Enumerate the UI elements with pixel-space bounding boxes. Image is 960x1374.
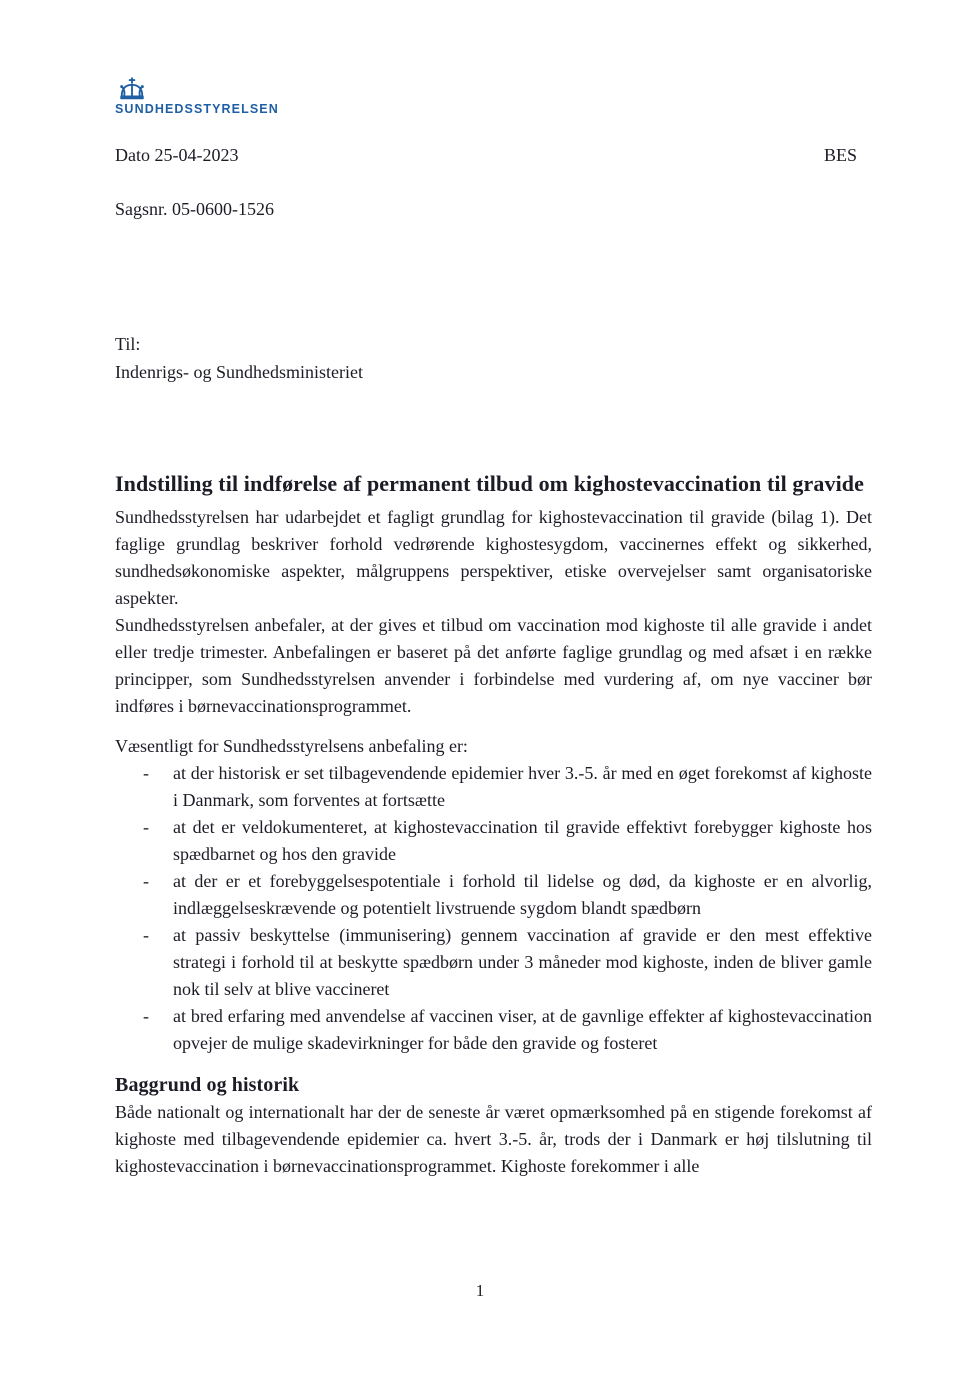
sundhedsstyrelsen-logo: [115, 76, 872, 117]
paragraph-2: Sundhedsstyrelsen anbefaler, at der gives et tilbud om vaccination mod kighoste til alle gravide i andet eller tredje trimester. Anbefalingen er baseret på det anførte faglige grundlag og med afsæt i en række principper, som Sundhedsstyrelsen anvender i forbindelse med vurdering af, om nye vacciner bør indføres i børnevaccinationsprogrammet.: [115, 615, 872, 716]
recommendation-list: [115, 760, 872, 1057]
list-item: - at der er et forebyggelsespotentiale i forhold til lidelse og død, da kighoste er en alvorlig, indlæggelseskrævende og potentielt livstruende sygdom blandt spædbørn: [115, 868, 872, 922]
logo-wordmark: SUNDHEDSSTYRELSEN: [115, 102, 279, 116]
author-initials: BES: [823, 145, 857, 165]
list-item: - at passiv beskyttelse (immunisering) gennem vaccination af gravide er den mest effektive strategi i forhold til at beskytte spædbørn under 3 måneder mod kighoste, inden de bliver gamle nok til selv at blive vaccineret: [115, 922, 872, 1003]
recipient-label: Til:: [115, 334, 141, 354]
paragraph-3: Både nationalt og internationalt har der de seneste år været opmærksomhed på en stigende forekomst af kighoste med tilbagevendende epidemier ca. hvert 3.-5. år, trods der i Danmark er høj tilslutning til kighostevaccination i børnevaccinationsprogrammet. Kighoste forekommer i alle: [115, 1102, 872, 1176]
recipient-name: Indenrigs- og Sundhedsministeriet: [115, 362, 363, 382]
list-item: - at det er veldokumenteret, at kighostevaccination til gravide effektivt forebygger kighoste hos spædbarnet og hos den gravide: [115, 814, 872, 868]
meta-row: [115, 144, 872, 166]
document-date: Dato 25-04-2023: [115, 145, 239, 165]
case-number: Sagsnr. 05-0600-1526: [115, 199, 274, 219]
crown-icon: [117, 76, 147, 101]
paragraph-1: Sundhedsstyrelsen har udarbejdet et fagligt grundlag for kighostevaccination til gravide (bilag 1). Det faglige grundlag beskriver forhold vedrørende kighostesygdom, vaccinernes effekt og sikkerhed, sundhedsøkonomiske aspekter, målgruppens perspektiver, etiske overvejelser samt organisatoriske aspekter.: [115, 507, 872, 608]
recipient-block: [115, 330, 872, 386]
section-heading: Baggrund og historik: [115, 1074, 300, 1096]
document-title: Indstilling til indførelse af permanent tilbud om kighostevaccination til gravide: [115, 471, 865, 496]
document-content: [0, 76, 960, 1180]
list-item: - at der historisk er set tilbagevendende epidemier hver 3.-5. år med en øget forekomst af kighoste i Danmark, som forventes at fortsætte: [115, 760, 872, 814]
page-number: 1: [475, 1281, 485, 1300]
list-item: - at bred erfaring med anvendelse af vaccinen viser, at de gavnlige effekter af kighostevaccination opvejer de mulige skadevirkninger for både den gravide og fosteret: [115, 1003, 872, 1057]
list-intro: Væsentligt for Sundhedsstyrelsens anbefaling er:: [115, 736, 468, 756]
